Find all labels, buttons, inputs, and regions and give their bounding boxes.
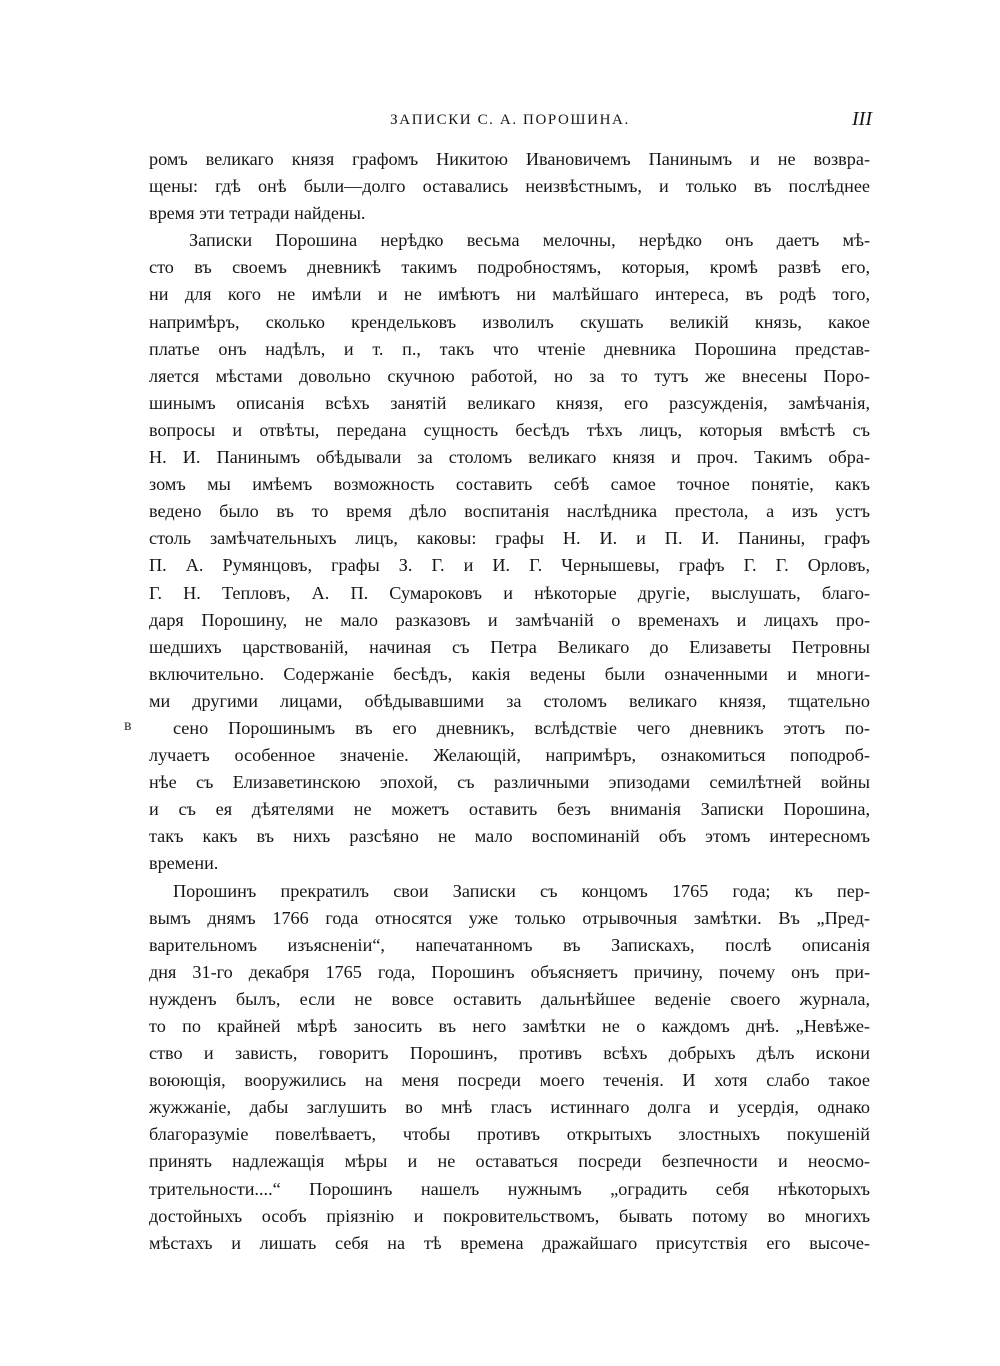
paragraph-1 [149, 146, 870, 227]
text-line: трительности....“ Порошинъ нашелъ нужнымъ „оградить себя нѣкоторыхъ [149, 1178, 870, 1199]
text-line: включительно. Содержаніе бесѣдъ, какія ведены были означенными и многи- [149, 663, 870, 684]
text-line: дня 31-го декабря 1765 года, Порошинъ объясняетъ причину, почему онъ при- [149, 961, 870, 982]
text-line: ляется мѣстами довольно скучною работой, но за то тутъ же внесены Поро- [149, 365, 870, 386]
text-line: вымъ днямъ 1766 года относятся уже только отрывочныя замѣтки. Въ „Пред- [149, 907, 870, 928]
text-line: сено Порошинымъ въ его дневникъ, вслѣдствіе чего дневникъ этотъ по- [173, 717, 870, 738]
text-line: ромъ великаго князя графомъ Никитою Ивановичемъ Панинымъ и не возвра- [149, 149, 870, 169]
text-line: принять надлежащія мѣры и не оставаться посреди безпечности и неосмо- [149, 1151, 870, 1172]
text-line: благоразуміе повелѣваетъ, чтобы противъ открытыхъ злостныхъ покушеній [149, 1124, 870, 1145]
text-line: столь замѣчательныхъ лицъ, каковы: графы Н. И. и П. И. Панины, графъ [149, 528, 870, 549]
text-line: времени. [149, 853, 219, 874]
text-line: мѣстахъ и лишать себя на тѣ времена дражайшаго присутствія его высоче- [149, 1232, 870, 1253]
text-line: лучаетъ особенное значеніе. Желающій, напримѣръ, ознакомиться поподроб- [149, 745, 870, 766]
text-line: шинымъ описанія всѣхъ занятій великаго князя, его разсужденія, замѣчанія, [149, 392, 870, 413]
text-line: ми другими лицами, обѣдывавшими за столомъ великаго князя, тщательно [149, 690, 870, 711]
text-line: даря Порошину, не мало разказовъ и замѣчаній о временахъ и лицахъ про- [149, 609, 870, 630]
text-line: платье онъ надѣлъ, и т. п., такъ что чтеніе дневника Порошина представ- [149, 338, 870, 359]
text-line: щены: гдѣ онѣ были—долго оставались неизвѣстнымъ, и только въ послѣднее [149, 176, 870, 197]
text-line: воюющія, вооружились на меня посреди моего теченія. И хотя слабо такое [149, 1070, 870, 1091]
text-line: П. А. Румянцовъ, графы З. Г. и И. Г. Чернышевы, графъ Г. Г. Орловъ, [149, 555, 870, 576]
text-line: Н. И. Панинымъ обѣдывали за столомъ великаго князя и проч. Такимъ обра- [149, 447, 870, 468]
text-line: жужжаніе, дабы заглушить во мнѣ гласъ истиннаго долга и усердія, однако [149, 1097, 870, 1118]
text-line: ведено было въ то время дѣло воспитанія наслѣдника престола, а изъ устъ [149, 501, 870, 522]
text-line: достойныхъ особъ пріязнію и покровительствомъ, бывать потому во многихъ [149, 1205, 870, 1226]
text-line: сто въ своемъ дневникѣ такимъ подробностямъ, которыя, кромѣ развѣ его, [149, 257, 870, 278]
text-line: шедшихъ царствованій, начиная съ Петра Великаго до Елизаветы Петровны [149, 636, 870, 657]
body-text [149, 146, 870, 1257]
running-title: ЗАПИСКИ С. А. ПОРОШИНА. [390, 112, 630, 128]
text-line: ни для кого не имѣли и не имѣютъ ни малѣйшаго интереса, въ родѣ того, [149, 284, 870, 305]
paragraph-2 [149, 227, 870, 877]
text-line: нужденъ былъ, если не вовсе оставить дальнѣйшее веденіе своего журнала, [149, 988, 870, 1009]
text-line: Записки Порошина нерѣдко весьма мелочны, нерѣдко онъ даетъ мѣ- [189, 230, 870, 251]
text-line: Порошинъ прекратилъ свои Записки съ концомъ 1765 года; къ пер- [173, 880, 870, 901]
text-line: напримѣръ, сколько крендельковъ изволилъ скушать великій князь, какое [149, 311, 870, 332]
text-line: такъ какъ въ нихъ разсѣяно не мало воспоминаній объ этомъ интересномъ [149, 826, 870, 847]
text-line: вопросы и отвѣты, передана сущность бесѣдъ тѣхъ лицъ, которыя вмѣстѣ съ [149, 419, 870, 440]
margin-note: в [124, 717, 132, 734]
paragraph-3 [149, 878, 870, 1257]
running-head [140, 108, 880, 138]
text-line: варительномъ изъясненіи“, напечатанномъ въ Запискахъ, послѣ описанія [149, 934, 870, 955]
text-line: Г. Н. Тепловъ, А. П. Сумароковъ и нѣкоторые другіе, выслушать, благо- [149, 582, 870, 603]
text-line: и съ ея дѣятелями не можетъ оставить безъ вниманія Записки Порошина, [149, 799, 870, 820]
text-line: время эти тетради найдены. [149, 203, 366, 224]
text-line: зомъ мы имѣемъ возможность составить себѣ самое точное понятіе, какъ [149, 474, 870, 495]
text-line: нѣе съ Елизаветинскою эпохой, съ различными эпизодами семилѣтней войны [149, 772, 870, 793]
page-number: III [852, 108, 872, 130]
text-line: то по крайней мѣрѣ заносить въ него замѣтки не о каждомъ днѣ. „Невѣже- [149, 1016, 870, 1036]
text-line: ство и зависть, говоритъ Порошинъ, противъ всѣхъ добрыхъ дѣлъ искони [149, 1043, 870, 1064]
